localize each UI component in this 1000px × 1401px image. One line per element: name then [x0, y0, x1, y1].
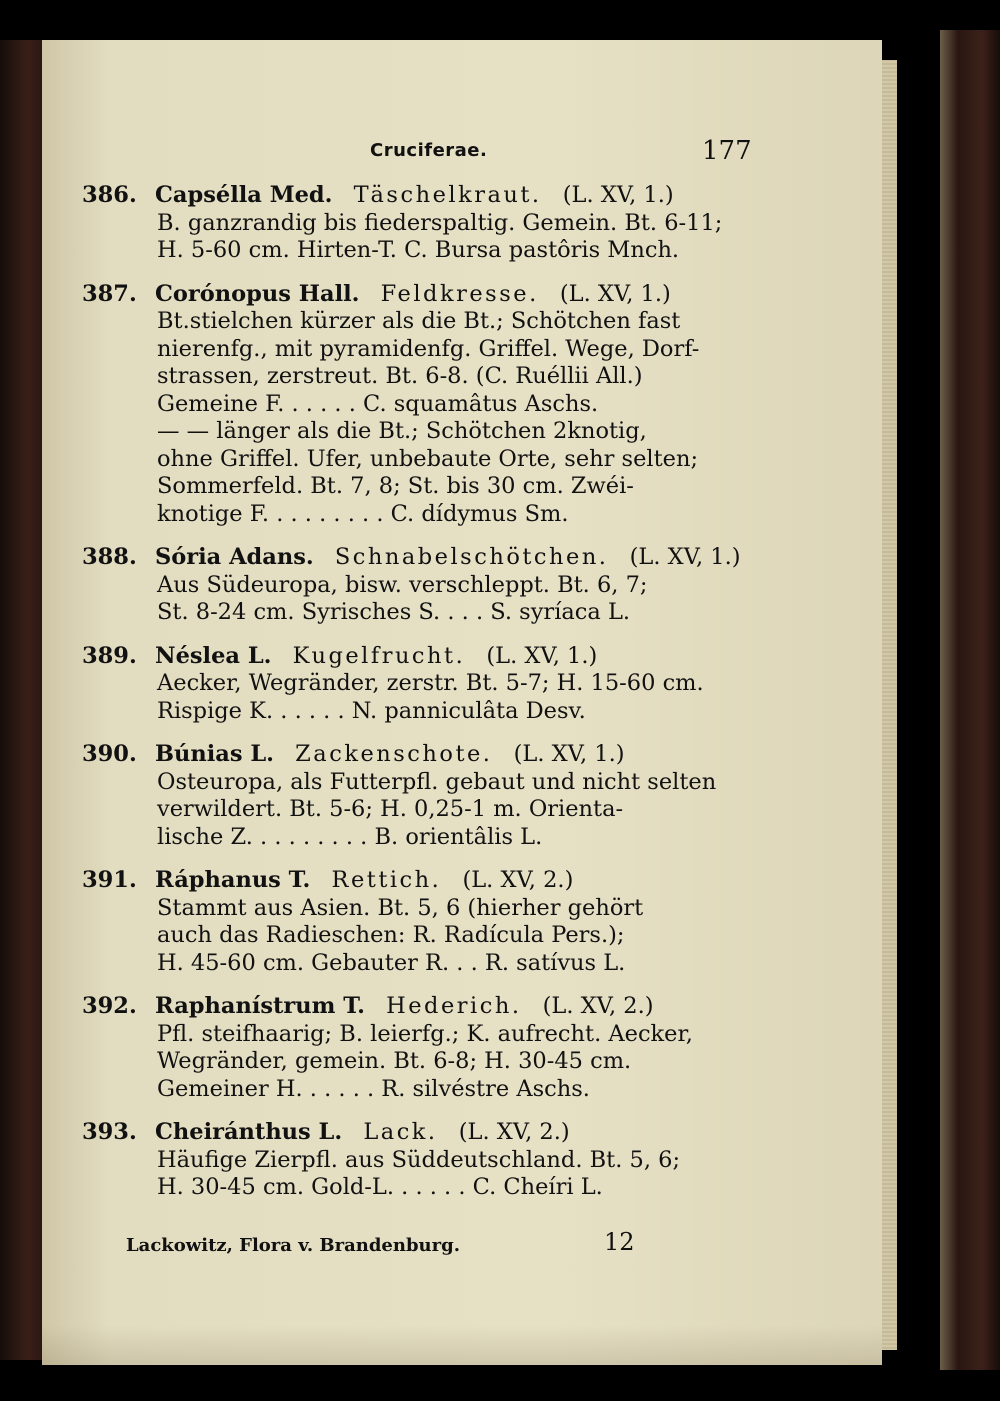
section-title: Cruciferae. — [370, 140, 488, 161]
entry-heading-line — [42, 643, 882, 671]
entry-text-line: Sommerfeld. Bt. 7, 8; St. bis 30 cm. Zwéi- — [157, 473, 634, 499]
entry-heading-line — [42, 867, 882, 895]
book-cover-right — [940, 30, 1000, 1370]
entry-text-line: Pfl. steifhaarig; B. leierfg.; K. aufrecht. Aecker, — [157, 1020, 693, 1047]
linnaean-class: (L. XV, 2.) — [542, 993, 654, 1019]
linnaean-class: (L. XV, 2.) — [462, 867, 574, 893]
entry-text-line: ohne Griffel. Ufer, unbebaute Orte, sehr selten; — [157, 445, 699, 472]
entry-text-line: St. 8-24 cm. Syrisches S. . . . S. syríaca L. — [157, 599, 631, 625]
entry-heading-line — [42, 182, 882, 210]
page-number: 177 — [702, 136, 752, 166]
common-name: Kugelfrucht. — [292, 642, 466, 669]
entry-text-line: strassen, zerstreut. Bt. 6-8. (C. Ruéllii All.) — [157, 363, 643, 389]
entry-number: 391. — [82, 867, 137, 893]
entry-text-line: Stammt aus Asien. Bt. 5, 6 (hierher gehört — [157, 894, 644, 921]
entry-text-line: Osteuropa, als Futterpfl. gebaut und nicht selten — [157, 768, 717, 795]
entry-heading-line — [42, 993, 882, 1021]
signature-mark: 12 — [604, 1228, 635, 1256]
common-name: Lack. — [363, 1119, 438, 1145]
linnaean-class: (L. XV, 1.) — [513, 741, 625, 767]
entry-heading-line — [42, 741, 882, 769]
entry-text-line: H. 45-60 cm. Gebauter R. . . R. satívus L. — [157, 949, 626, 976]
entry-text-line: Rispige K. . . . . . N. panniculâta Desv. — [157, 697, 586, 724]
common-name: Täschelkraut. — [353, 182, 542, 208]
entry-text-line: Aecker, Wegränder, zerstr. Bt. 5-7; H. 15-60 cm. — [157, 670, 704, 696]
entry-text-line: knotige F. . . . . . . . . C. dídymus Sm. — [157, 500, 569, 527]
entry-number: 392. — [82, 993, 137, 1019]
book-page — [42, 40, 882, 1365]
entry-text-line: — — länger als die Bt.; Schötchen 2knotig, — [157, 418, 647, 444]
linnaean-class: (L. XV, 1.) — [486, 642, 598, 669]
entry-number: 389. — [82, 642, 137, 669]
common-name: Zackenschote. — [295, 741, 493, 767]
genus-entry — [42, 544, 882, 627]
genus-entry — [42, 867, 882, 977]
genus-entry — [42, 993, 882, 1103]
entry-text-line: nierenfg., mit pyramidenfg. Griffel. Wege, Dorf- — [157, 335, 700, 362]
common-name: Schnabelschötchen. — [334, 544, 609, 570]
entry-text-line: verwildert. Bt. 5-6; H. 0,25-1 m. Orienta- — [157, 796, 624, 822]
linnaean-class: (L. XV, 1.) — [559, 280, 671, 307]
genus-name: Cheiránthus L. — [155, 1119, 343, 1145]
common-name: Rettich. — [331, 867, 442, 893]
genus-name: Capsélla Med. — [155, 182, 333, 208]
entry-number: 388. — [82, 544, 137, 570]
entry-text-line: H. 30-45 cm. Gold-L. . . . . . C. Cheíri L. — [157, 1174, 603, 1200]
genus-name: Búnias L. — [155, 741, 275, 767]
running-header — [42, 136, 882, 166]
entry-text-line: B. ganzrandig bis fiederspaltig. Gemein. Bt. 6-11; — [157, 209, 723, 236]
genus-name: Raphanístrum T. — [155, 993, 365, 1019]
entry-text-line: Häufige Zierpfl. aus Süddeutschland. Bt. 5, 6; — [157, 1146, 681, 1173]
entry-heading-line — [42, 1119, 882, 1147]
entry-number: 386. — [82, 182, 137, 208]
common-name: Feldkresse. — [380, 280, 539, 307]
genus-entry — [42, 643, 882, 726]
footer-text: Lackowitz, Flora v. Brandenburg. — [126, 1235, 460, 1256]
genus-entry — [42, 741, 882, 851]
entry-text-line: Aus Südeuropa, bisw. verschleppt. Bt. 6, 7; — [157, 571, 648, 598]
genus-name: Sória Adans. — [155, 544, 314, 570]
entry-text-line: Gemeiner H. . . . . . R. silvéstre Aschs. — [157, 1075, 590, 1102]
entry-number: 393. — [82, 1119, 137, 1145]
genus-name: Ráphanus T. — [155, 867, 311, 893]
entry-heading-line — [42, 281, 882, 309]
page-shadow — [42, 1325, 882, 1365]
entry-text-line: Bt.stielchen kürzer als die Bt.; Schötchen fast — [157, 308, 681, 334]
entry-text-line: H. 5-60 cm. Hirten-T. C. Bursa pastôris Mnch. — [157, 237, 680, 263]
common-name: Hederich. — [386, 993, 522, 1019]
entry-number: 387. — [82, 280, 137, 307]
linnaean-class: (L. XV, 2.) — [458, 1119, 570, 1145]
genus-entry — [42, 182, 882, 265]
entry-text-line: auch das Radieschen: R. Radícula Pers.); — [157, 922, 625, 948]
entry-list — [42, 182, 882, 1218]
genus-name: Corónopus Hall. — [155, 280, 360, 307]
linnaean-class: (L. XV, 1.) — [562, 182, 674, 208]
entry-text-line: Wegränder, gemein. Bt. 6-8; H. 30-45 cm. — [157, 1048, 632, 1074]
entry-heading-line — [42, 544, 882, 572]
genus-name: Néslea L. — [155, 642, 272, 669]
entry-text-line: Gemeine F. . . . . . C. squamâtus Aschs. — [157, 390, 599, 417]
entry-number: 390. — [82, 741, 137, 767]
entry-text-line: lische Z. . . . . . . . . B. orientâlis L. — [157, 823, 543, 850]
genus-entry — [42, 1119, 882, 1202]
genus-entry — [42, 281, 882, 529]
linnaean-class: (L. XV, 1.) — [629, 544, 741, 570]
